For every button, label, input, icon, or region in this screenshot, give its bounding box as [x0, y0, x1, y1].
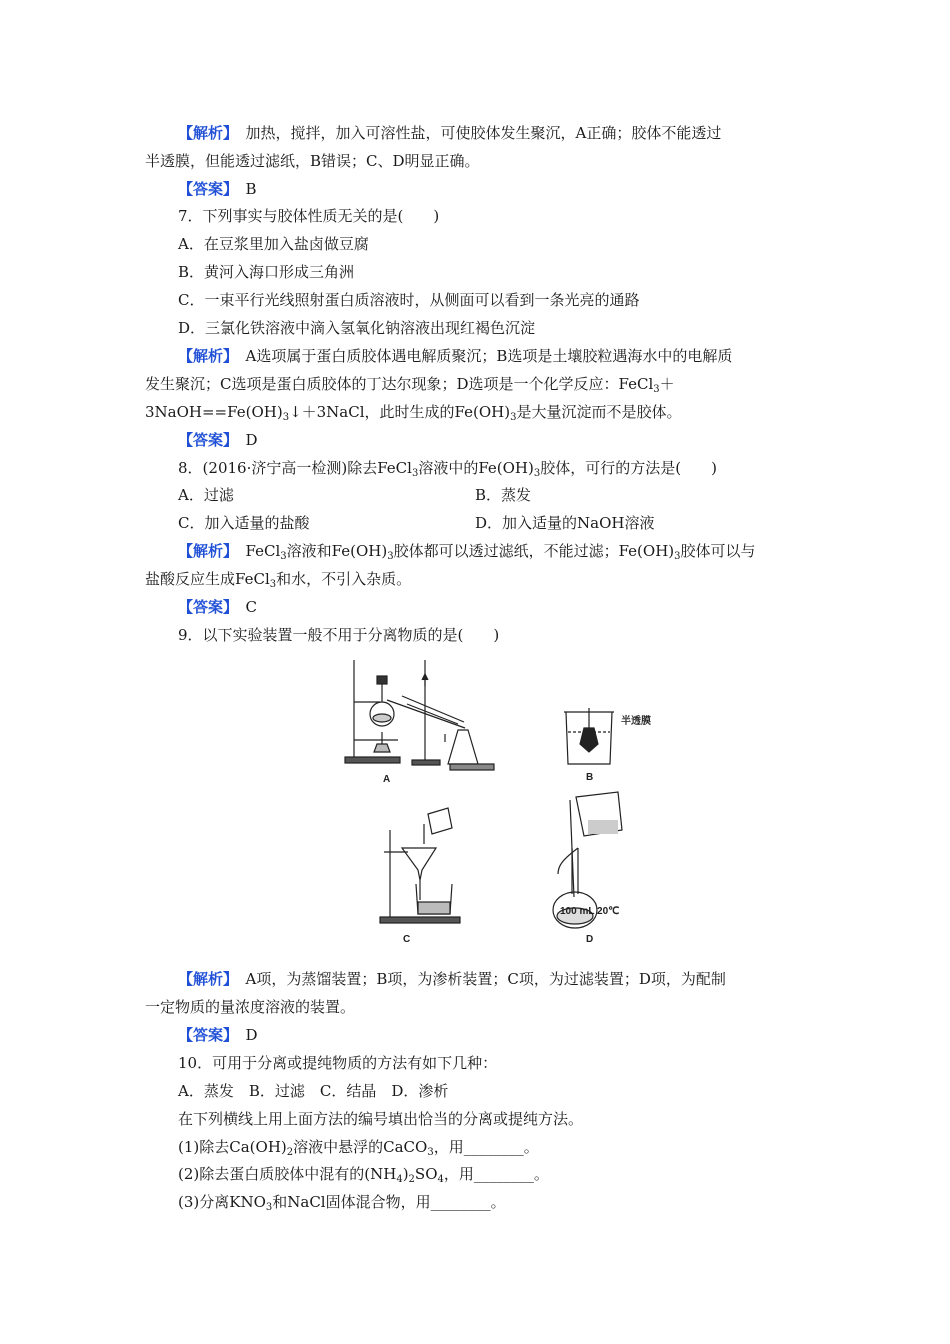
label-d: D: [586, 934, 594, 945]
subscript: 3: [533, 468, 541, 479]
q10-instruction: 在下列横线上用上面方法的编号填出恰当的分离或提纯方法。: [178, 1110, 584, 1128]
q8-option-d: D．加入适量的NaOH溶液: [475, 514, 655, 532]
q10-p3-blank: 和NaCl固体混合物，用________。: [272, 1193, 506, 1211]
q8-analysis-line2: [145, 568, 411, 590]
subscript: 3: [387, 551, 394, 562]
subscript: 2: [408, 1174, 415, 1185]
q10-p2-a: (2)除去蛋白质胶体中混有的(NH: [178, 1165, 397, 1183]
subscript: 3: [674, 551, 681, 562]
q9-answer-value: D: [245, 1026, 258, 1044]
q10-p1-b: 溶液中悬浮的CaCO: [293, 1138, 428, 1156]
q10-part3: [178, 1191, 506, 1213]
q8-answer: [178, 596, 257, 618]
dialysis-apparatus: [564, 708, 614, 764]
q10-p3-a: (3)分离KNO: [178, 1193, 266, 1211]
subscript: 4: [437, 1174, 444, 1185]
q8-analysis2-a: 盐酸反应生成FeCl: [145, 570, 270, 588]
q8-analysis-c: 胶体都可以透过滤纸，不能过滤；Fe(OH): [393, 542, 675, 560]
membrane-label: 半透膜: [621, 716, 651, 727]
q7-option-c: C．一束平行光线照射蛋白质溶液时，从侧面可以看到一条光亮的通路: [178, 291, 640, 309]
q7-analysis-line3: [145, 401, 681, 423]
analysis-tag: 【解析】: [178, 542, 231, 560]
q8-stem: [178, 457, 717, 479]
q8-option-c: C．加入适量的盐酸: [178, 514, 310, 532]
q10-p1-blank: ，用________。: [433, 1138, 539, 1156]
label-c: C: [403, 934, 411, 945]
q10-options: A．蒸发 B．过滤 C．结晶 D．渗析: [178, 1082, 449, 1100]
label-a: A: [383, 774, 391, 785]
q9-stem: 9．以下实验装置一般不用于分离物质的是( ): [178, 626, 500, 644]
q8-option-b: B．蒸发: [475, 486, 532, 504]
q10-part2: [178, 1163, 549, 1185]
subscript: 3: [282, 412, 290, 423]
q7-analysis-line2: [145, 373, 675, 395]
q6-analysis-line1: [178, 122, 721, 144]
q8-option-a: A．过滤: [178, 486, 234, 504]
q8-stem-c: 胶体，可行的方法是( ): [540, 459, 717, 477]
subscript: 3: [510, 412, 517, 423]
q8-analysis-a: FeCl: [245, 542, 281, 560]
subscript: 2: [286, 1147, 294, 1158]
subscript: 3: [427, 1147, 434, 1158]
q8-analysis-b: 溶液和Fe(OH): [286, 542, 388, 560]
q6-answer: [178, 178, 257, 200]
subscript: 3: [411, 468, 419, 479]
q7-analysis-text2: 发生聚沉；C选项是蛋白质胶体的丁达尔现象；D选项是一个化学反应：FeCl: [145, 375, 654, 393]
subscript: 3: [280, 551, 287, 562]
label-b: B: [586, 772, 594, 783]
subscript: 3: [265, 1202, 273, 1213]
q10-p2-b: ): [402, 1165, 409, 1183]
q9-analysis-text: A项，为蒸馏装置；B项，为渗析装置；C项，为过滤装置；D项，为配制: [245, 970, 726, 988]
q8-analysis-line1: [178, 540, 756, 562]
answer-tag: 【答案】: [178, 1026, 231, 1044]
subscript: 3: [653, 384, 660, 395]
q8-answer-value: C: [245, 598, 258, 616]
analysis-tag: 【解析】: [178, 124, 231, 142]
answer-tag: 【答案】: [178, 598, 231, 616]
q6-analysis-text: 加热，搅拌，加入可溶性盐，可使胶体发生聚沉，A正确；胶体不能透过: [245, 124, 722, 142]
q9-answer: [178, 1024, 258, 1046]
q7-option-b: B．黄河入海口形成三角洲: [178, 263, 355, 281]
q7-analysis-eq-c: 是大量沉淀而不是胶体。: [516, 403, 682, 421]
q7-option-d: D．三氯化铁溶液中滴入氢氧化钠溶液出现红褐色沉淀: [178, 319, 536, 337]
q8-stem-b: 溶液中的Fe(OH): [418, 459, 534, 477]
q8-options-row1: [178, 484, 234, 506]
q8-analysis2-b: 和水，不引入杂质。: [276, 570, 412, 588]
q7-answer-value: D: [245, 431, 258, 449]
q7-analysis-eq-a: 3NaOH==Fe(OH): [145, 403, 283, 421]
analysis-tag: 【解析】: [178, 970, 231, 988]
q7-analysis-plus: ＋: [659, 375, 675, 393]
q7-answer: [178, 429, 258, 451]
apparatus-figure: [340, 652, 651, 952]
q7-analysis-text: A选项属于蛋白质胶体遇电解质聚沉；B选项是土壤胶粒遇海水中的电解质: [245, 347, 733, 365]
q7-analysis-eq-b: ↓＋3NaCl，此时生成的Fe(OH): [289, 403, 511, 421]
q9-analysis-line2: 一定物质的量浓度溶液的装置。: [145, 998, 356, 1016]
q6-analysis-line2: 半透膜，但能透过滤纸，B错误；C、D明显正确。: [145, 152, 480, 170]
q7-stem: 7．下列事实与胶体性质无关的是( ): [178, 207, 440, 225]
subscript: 3: [269, 579, 277, 590]
q8-analysis-d: 胶体可以与: [680, 542, 756, 560]
q10-p2-blank: ，用________。: [443, 1165, 549, 1183]
answer-tag: 【答案】: [178, 431, 231, 449]
flask-mark: 100 mL 20℃: [560, 906, 620, 917]
q10-p2-c: SO: [414, 1165, 438, 1183]
distillation-apparatus: [345, 660, 494, 770]
q10-stem: 10．可用于分离或提纯物质的方法有如下几种：: [178, 1054, 498, 1072]
q6-answer-value: B: [245, 180, 257, 198]
answer-tag: 【答案】: [178, 180, 231, 198]
q7-analysis-line1: [178, 345, 732, 367]
subscript: 4: [396, 1174, 403, 1185]
q7-option-a: A．在豆浆里加入盐卤做豆腐: [178, 235, 369, 253]
q10-p1-a: (1)除去Ca(OH): [178, 1138, 287, 1156]
q9-analysis-line1: [178, 968, 726, 990]
q10-part1: [178, 1136, 539, 1158]
analysis-tag: 【解析】: [178, 347, 231, 365]
filtration-apparatus: [380, 808, 460, 923]
q8-stem-a: 8．(2016·济宁高一检测)除去FeCl: [178, 459, 412, 477]
